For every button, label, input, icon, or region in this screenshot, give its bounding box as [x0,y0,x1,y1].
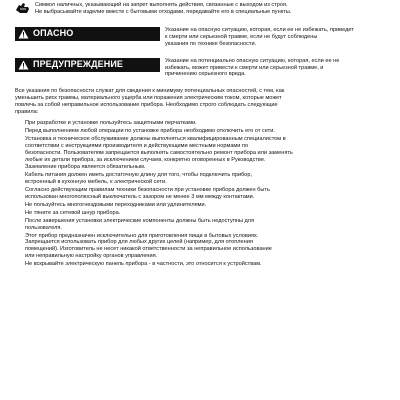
intro-notice [15,2,386,17]
danger-text-line: к смерти или серьезной травме, если не будут соблюдены [165,33,318,40]
list-item [25,187,386,201]
list-item [25,233,386,261]
list-item [25,128,386,135]
danger-text-line: указания по технике безопасности. [165,40,257,47]
rule-line: соответствии с инструкциями производителя и действующими местными нормами по [25,142,249,149]
list-item [25,261,386,268]
rule-line: Согласно действующим правилам техники безопасности при установке прибора должен быть [25,187,270,194]
intro-line: Не выбрасывайте изделие вместе с бытовыми отходами, передавайте его в специальные пункты. [35,8,292,15]
danger-label: ОПАСНО [33,28,74,39]
list-item [25,210,386,217]
list-item [25,164,386,171]
warning-notice [15,58,386,79]
danger-text-line: Указание на опасную ситуацию, которая, если ее не избежать, приведет [165,26,354,33]
body-line: Все указания по безопасности служат для сведения к минимуму потенциальных опасностей, с тем, как [15,88,285,95]
rule-line: помещений). Изготовитель не несет никакой ответственности за неправильное использование [25,246,272,253]
list-item [25,202,386,209]
rule-line: Перед выполнением любой операции по установке прибора необходимо отключить его от сети. [25,127,275,134]
rule-line: После завершения установки электрические компоненты должны быть недоступны для [25,217,255,224]
rule-line: безопасности. Пользователям запрещается выполнять самостоятельно ремонт прибора или заменять [25,149,293,156]
intro-text [35,2,386,17]
rule-line: При разработке и установке пользуйтесь защитными перчатками. [25,119,197,126]
hand-warning-icon [15,2,31,17]
rule-line: Запрещается использовать прибор для любых других целей (например, для отопления [25,239,253,246]
warning-label: ПРЕДУПРЕЖДЕНИЕ [33,59,123,70]
rule-line: использован многополюсный выключатель с зазором не менее 3 мм между контактами. [25,194,255,201]
rule-line: Установка и техническое обслуживание должны выполняться квалифицированным специалистом в [25,135,286,142]
warning-text [160,58,386,79]
list-item [25,218,386,232]
list-item [25,172,386,186]
list-item [25,120,386,127]
warning-text-line: избежать, может привести к смерти или серьезной травме, и [165,64,324,71]
safety-rules-list [15,120,386,268]
safety-intro-paragraph [15,88,386,116]
danger-label-box [15,27,160,41]
rule-line: Кабель питания должен иметь достаточную длину для того, чтобы подключить прибор, [25,172,253,179]
rule-line: или неправильную настройку органов управления. [25,253,158,260]
rule-line: любые их детали прибора, за исключением случаев, конкретно оговоренных в Руководстве. [25,156,266,163]
intro-line: Символ наличных, указывающий на запрет выполнять действия, связанные с выходом из строя. [35,2,288,8]
warning-text-line: причинению серьезного вреда. [165,71,246,78]
rule-line: встроенный в кухонную мебель, к электрической сети. [25,179,167,186]
rule-line: пользователя. [25,224,62,231]
danger-text [160,27,386,48]
warning-text-line: Указание на потенциально опасную ситуацию, которая, если ее не [165,57,340,64]
rule-line: Не вскрывайте электрическую панель прибора - в частности, это относится к устройствам. [25,261,262,268]
rule-line: Заземление прибора является обязательным. [25,164,146,171]
list-item [25,136,386,164]
rule-line: Не пользуйтесь многогнездовыми переходниками или удлинителями. [25,201,207,208]
body-line: уменьшить риск травмы, материального ущерба или поражения электрическим током, которые может [15,95,282,102]
rule-line: Не тяните за сетевой шнур прибора. [25,209,121,216]
danger-notice [15,27,386,48]
warning-triangle-icon [18,60,29,70]
body-line: повлечь за собой неправильное использование прибора. Необходимо строго соблюдать следующие [15,102,278,109]
rule-line: Этот прибор предназначен исключительно для приготовления пищи в бытовых условиях. [25,232,259,239]
body-line: правила: [15,109,39,116]
warning-triangle-icon [18,29,29,39]
warning-label-box [15,58,160,72]
